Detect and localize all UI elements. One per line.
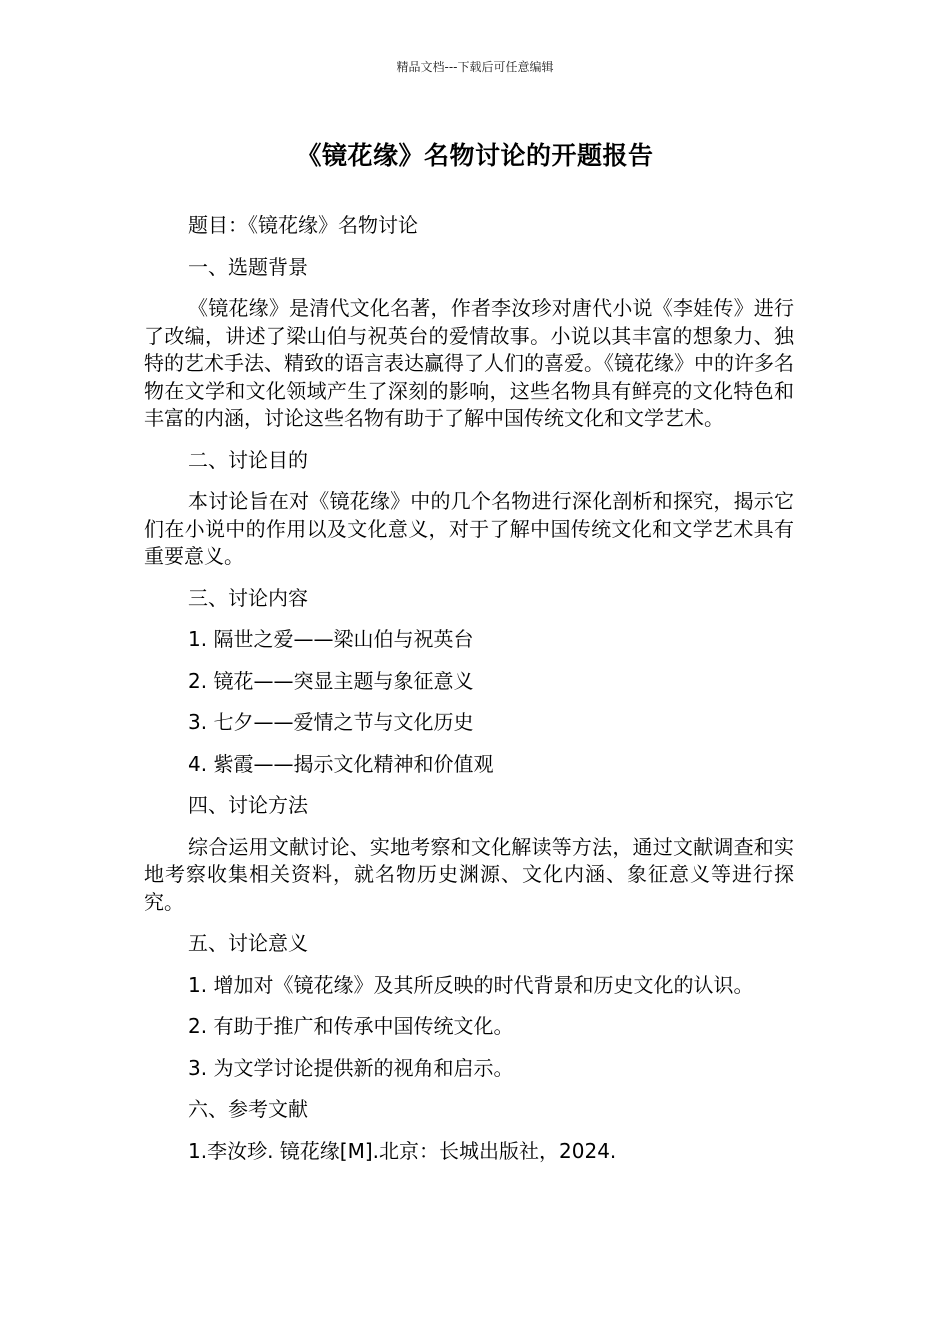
section-heading-purpose: 二、讨论目的 [188, 447, 308, 472]
topic-line: 题目：《镜花缘》名物讨论 [188, 213, 418, 237]
section-heading-references: 六、参考文献 [188, 1097, 308, 1121]
document-body [144, 212, 794, 1179]
section-heading-significance: 五、讨论意义 [188, 931, 308, 955]
significance-list-item: 1. 增加对《镜花缘》及其所反映的时代背景和历史文化的认识。 [188, 972, 754, 997]
section-heading-background: 一、选题背景 [188, 254, 308, 279]
document-title: 《镜花缘》名物讨论的开题报告 [296, 141, 654, 170]
section-heading-method: 四、讨论方法 [188, 793, 308, 817]
method-paragraph: 综合运用文献讨论、实地考察和文化解读等方法，通过文献调查和实地考察收集相关资料，就名物历史渊源、文化内涵、象征意义等进行探究。 [144, 834, 794, 914]
significance-list-item: 3. 为文学讨论提供新的视角和启示。 [188, 1055, 514, 1080]
header-watermark: 精品文档---下载后可任意编辑 [396, 60, 554, 74]
content-list-item: 1. 隔世之爱——梁山伯与祝英台 [188, 627, 474, 651]
content-list-item: 3. 七夕——爱情之节与文化历史 [188, 710, 474, 734]
reference-item: 1.李汝珍. 镜花缘[M].北京：长城出版社，2024. [188, 1138, 617, 1163]
background-paragraph: 《镜花缘》是清代文化名著，作者李汝珍对唐代小说《李娃传》进行了改编，讲述了梁山伯与祝英台的爱情故事。小说以其丰富的想象力、独特的艺术手法、精致的语言表达赢得了人们的喜爱。《镜花缘》中的许多名物在文学和文化领域产生了深刻的影响，这些名物具有鲜亮的文化特色和丰富的内涵，讨论这些名物有助于了解中国传统文化和文学艺术。 [144, 296, 794, 430]
content-list-item: 2. 镜花——突显主题与象征意义 [188, 668, 474, 693]
purpose-paragraph: 本讨论旨在对《镜花缘》中的几个名物进行深化剖析和探究，揭示它们在小说中的作用以及文化意义，对于了解中国传统文化和文学艺术具有重要意义。 [144, 489, 794, 568]
content-list-item: 4. 紫霞——揭示文化精神和价值观 [188, 751, 494, 776]
significance-list-item: 2. 有助于推广和传承中国传统文化。 [188, 1014, 514, 1038]
section-heading-content: 三、讨论内容 [188, 585, 308, 610]
